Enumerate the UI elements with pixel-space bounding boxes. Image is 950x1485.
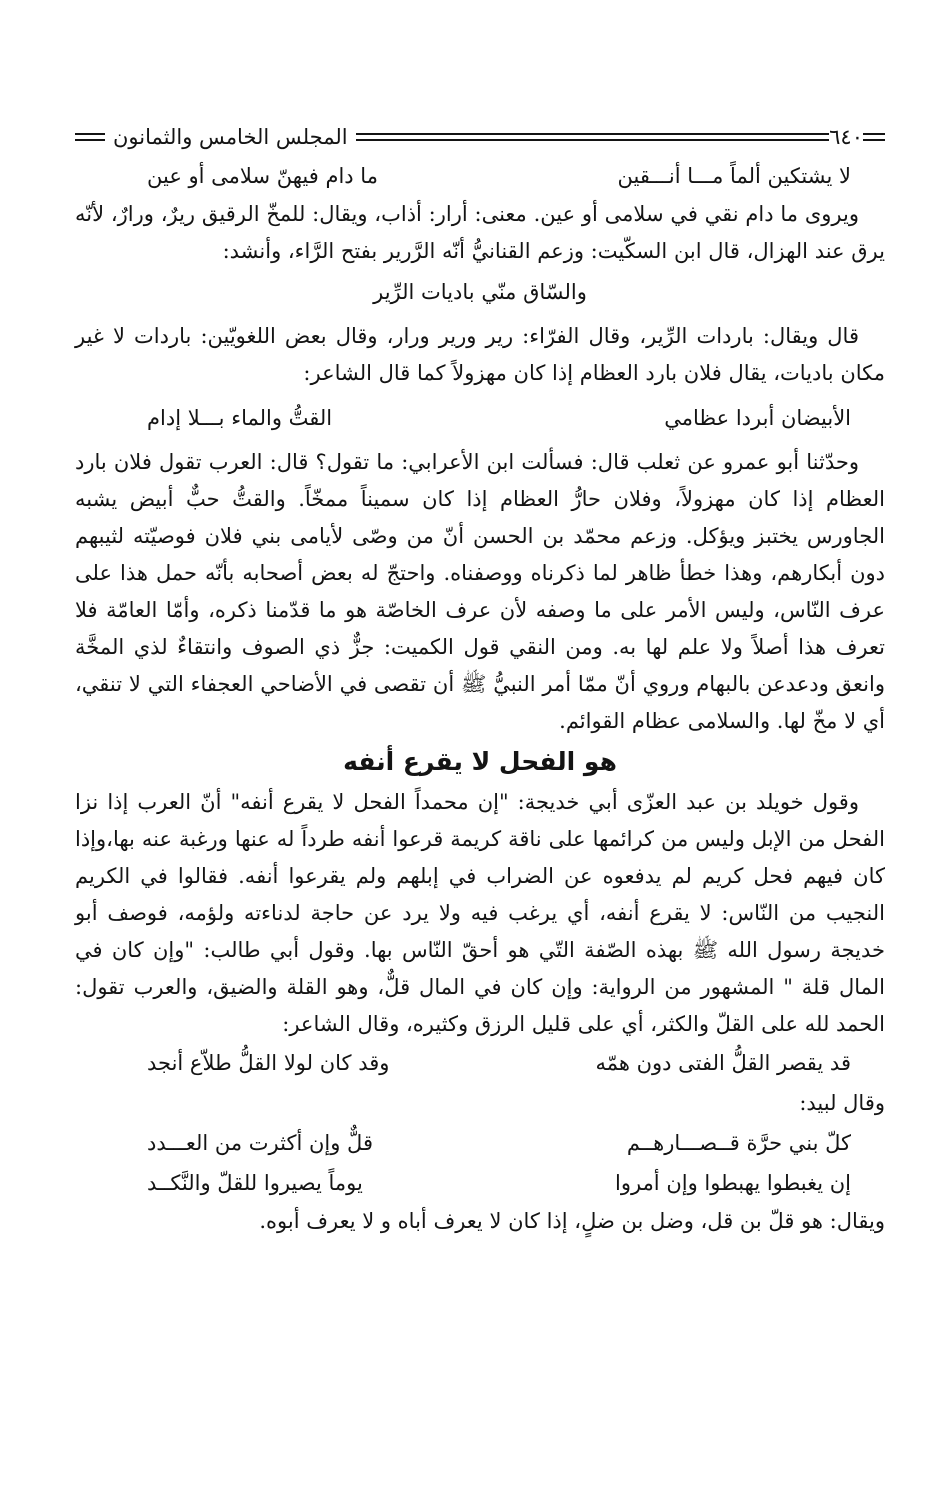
paragraph-5: ويقال: هو قلّ بن قل، وضل بن ضلٍ، إذا كان لا يعرف أباه و لا يعرف أبوه. <box>259 1209 885 1233</box>
verse-5 <box>75 1163 885 1203</box>
header-rule-long <box>356 133 830 141</box>
section-heading: هو الفحل لا يقرع أنفه <box>343 747 617 776</box>
header-rule-short <box>863 133 885 141</box>
verse-4 <box>75 1123 885 1163</box>
paragraph-4: وقول خويلد بن عبد العزّى أبي خديجة: "إن محمداً الفحل لا يقرع أنفه" أنّ العرب إذا نزا الفحل من الإبل وليس من كرائمها على ناقة كريمة قرعوا أنفه طرداً له عنها ورغبة عنه بها،وإذا كان فيهم فحل كريم لم يدفعوه عن الضراب في إبلهم ولم يقرعوا أنفه. فقالوا في الكريم النجيب من النّاس: لا يقرع أنفه، أي يرغب فيه ولا يرد عن حاجة لدناءته ولؤمه، فوصف أبو خديجة رسول الله ﷺ بهذه الصّفة التّي هو أحقّ النّاس بها. وقول أبي طالب: "وإن كان في المال قلة " المشهور من الرواية: وإن كان في المال قلٌّ، وهو القلة والضيق، والعرب تقول: الحمد لله على القلّ والكثر، أي على قليل الرزق وكثيره، وقال الشاعر: <box>75 790 885 1036</box>
verse-1 <box>75 156 885 196</box>
verse-4-second-hemistich: قلٌّ وإن أكثرت من العـــدد <box>147 1131 373 1155</box>
verse-3 <box>75 1043 885 1083</box>
running-header <box>75 118 885 156</box>
verse-3-second-hemistich: وقد كان لولا القلُّ طلاّع أنجد <box>147 1051 390 1075</box>
poet-label: وقال لبيد: <box>799 1091 885 1115</box>
verse-5-second-hemistich: يوماً يصيروا للقلّ والنَّكــد <box>147 1171 363 1195</box>
book-page <box>75 118 885 1240</box>
paragraph-2: قال ويقال: باردات الرِّير، وقال الفرّاء: رير ورير ورار، وقال بعض اللغويّين: باردات لا غير مكان باديات، يقال فلان بارد العظام إذا كان مهزولاً كما قال الشاعر: <box>75 324 885 385</box>
verse-4-first-hemistich: كلّ بني حرَّة قــصـــارهــم <box>626 1131 851 1155</box>
verse-2-first-hemistich: الأبيضان أبردا عظامي <box>664 406 851 430</box>
verse-1-first-hemistich: لا يشتكين ألماً مـــا أنـــقين <box>617 164 851 188</box>
verse-3-first-hemistich: قد يقصر القلُّ الفتى دون همّه <box>595 1051 851 1075</box>
paragraph-3: وحدّثنا أبو عمرو عن ثعلب قال: فسألت ابن الأعرابي: ما تقول؟ قال: العرب تقول فلان بارد العظام إذا كان مهزولاً، وفلان حارُّ العظام إذا كان سميناً ممخّاً. والقتُّ حبٌّ أبيض يشبه الجاورس يختبز ويؤكل. وزعم محمّد بن الحسن أنّ من وصّى لأيامى بني فلان فوصيّته لثيبهم دون أبكارهم، وهذا خطأ ظاهر لما ذكرناه ووصفناه. واحتجّ له بعض أصحابه بأنّه حمل هذا على عرف النّاس، وليس الأمر على ما وصفه لأن عرف الخاصّة هو ما قدّمنا ذكره، وأمّا العامّة فلا تعرف هذا أصلاً ولا علم لها به. ومن النقي قول الكميت: جزٌّ ذي الصوف وانتقاءٌ لذي المخَّة وانعق ودعدعن بالبهام وروي أنّ ممّا أمر النبيُّ ﷺ أن تقصى في الأضاحي العجفاء التي لا تنقي، أي لا مخّ لها. والسلامى عظام القوائم. <box>75 450 885 733</box>
quoted-line: والسّاق منّي باديات الرِّير <box>373 280 587 304</box>
verse-1-second-hemistich: ما دام فيهنّ سلامى أو عين <box>147 164 378 188</box>
chapter-title: المجلس الخامس والثمانون <box>113 125 348 149</box>
verse-2-second-hemistich: القتُّ والماء بـــلا إدام <box>147 406 333 430</box>
page-number-group <box>829 125 885 149</box>
paragraph-1: ويروى ما دام نقي في سلامى أو عين. معنى: أرار: أذاب، ويقال: للمخّ الرقيق ريرٌ، ورارٌ، لأنّه يرق عند الهزال، قال ابن السكّيت: وزعم القنانيُّ أنّه الرَّرير بفتح الرَّاء، وأنشد: <box>75 202 885 263</box>
header-rule-end <box>75 133 105 141</box>
verse-5-first-hemistich: إن يغبطوا يهبطوا وإن أمروا <box>615 1171 851 1195</box>
verse-2 <box>75 398 885 438</box>
page-number: ٦٤٠ <box>829 125 863 149</box>
